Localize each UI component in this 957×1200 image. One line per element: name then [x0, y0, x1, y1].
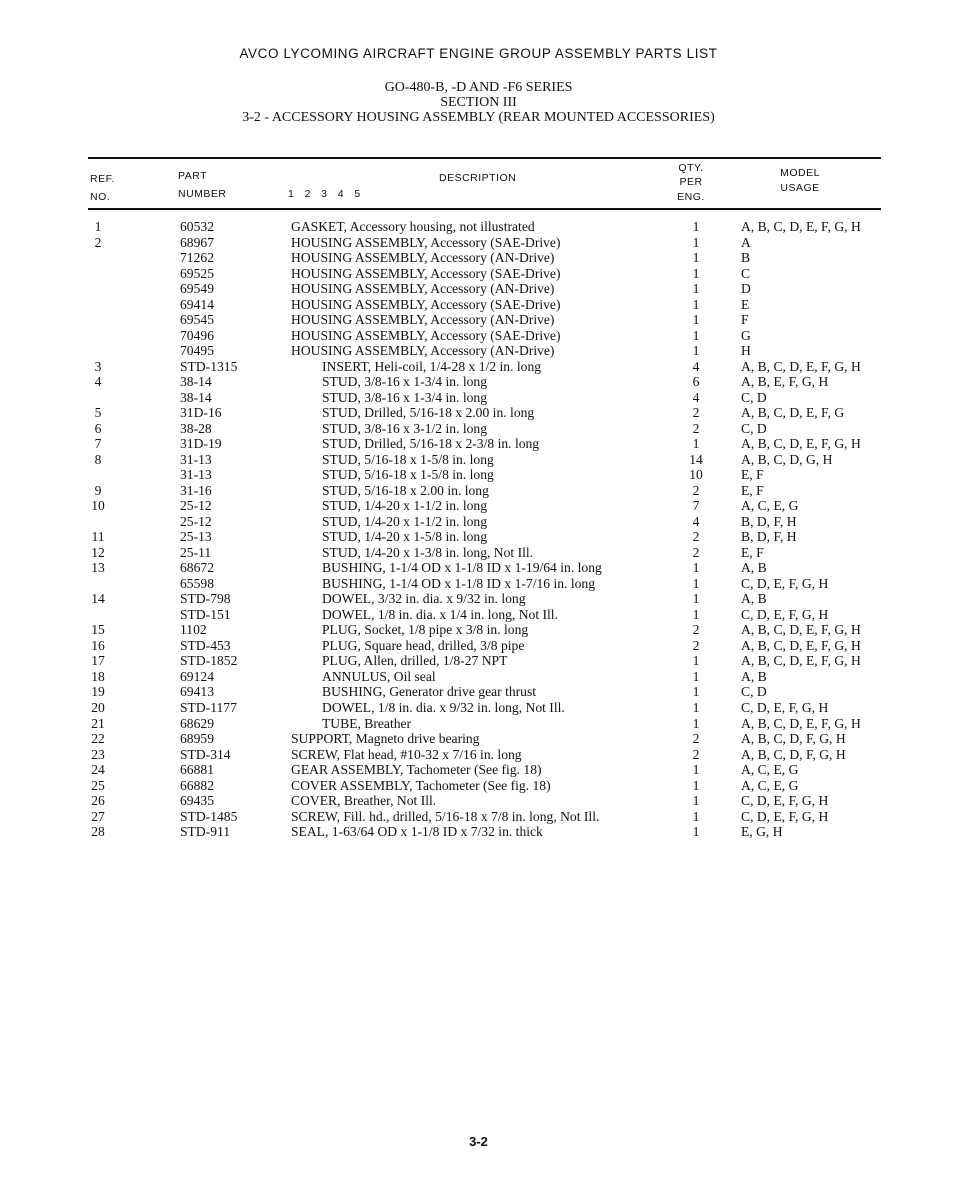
description: HOUSING ASSEMBLY, Accessory (AN-Drive) [291, 343, 555, 359]
qty-per-engine: 1 [692, 296, 700, 312]
description: DOWEL, 1/8 in. dia. x 9/32 in. long, Not Ill. [322, 699, 565, 715]
description: HOUSING ASSEMBLY, Accessory (SAE-Drive) [291, 265, 561, 281]
ref-no: 20 [91, 699, 105, 715]
table-row [0, 436, 957, 452]
table-row [0, 328, 957, 344]
model-usage: E, G, H [741, 824, 783, 840]
table-row [0, 747, 957, 763]
model-usage: C, D, E, F, G, H [741, 699, 829, 715]
ref-no: 26 [91, 793, 105, 809]
description: STUD, 1/4-20 x 1-1/2 in. long [322, 498, 488, 514]
description: PLUG, Square head, drilled, 3/8 pipe [322, 637, 525, 653]
description: STUD, Drilled, 5/16-18 x 2.00 in. long [322, 405, 535, 421]
table-row [0, 576, 957, 592]
model-usage: A, B, C, D, G, H [741, 451, 833, 467]
part-number: 71262 [180, 250, 214, 266]
model-usage: B [741, 250, 751, 266]
qty-per-engine: 2 [692, 405, 700, 421]
part-number: 38-14 [180, 389, 212, 405]
qty-per-engine: 1 [692, 312, 700, 328]
description: STUD, 5/16-18 x 1-5/8 in. long [322, 467, 494, 483]
model-usage: B, D, F, H [741, 513, 797, 529]
model-usage: C, D [741, 420, 767, 436]
part-number: 69525 [180, 265, 214, 281]
qty-per-engine: 1 [692, 699, 700, 715]
model-usage: C, D, E, F, G, H [741, 793, 829, 809]
part-number: STD-453 [180, 637, 231, 653]
description: HOUSING ASSEMBLY, Accessory (AN-Drive) [291, 250, 555, 266]
description: PLUG, Allen, drilled, 1/8-27 NPT [322, 653, 508, 669]
ref-no: 19 [91, 684, 105, 700]
table-row [0, 716, 957, 732]
table-row [0, 591, 957, 607]
table-row [0, 467, 957, 483]
ref-no: 5 [94, 405, 102, 421]
model-usage: A, B [741, 668, 767, 684]
model-usage: A, B, C, D, E, F, G [741, 405, 845, 421]
part-number: 70496 [180, 327, 214, 343]
part-number: 65598 [180, 575, 214, 591]
table-row [0, 219, 957, 235]
model-usage: A, B, C, D, E, F, G, H [741, 622, 861, 638]
table-row [0, 529, 957, 545]
ref-no: 6 [94, 420, 102, 436]
model-usage: A, B, C, D, E, F, G, H [741, 637, 861, 653]
page-number: 3-2 [469, 1134, 488, 1149]
table-row [0, 343, 957, 359]
part-number: STD-1485 [180, 808, 238, 824]
ref-no: 11 [91, 529, 105, 545]
table-row [0, 390, 957, 406]
qty-per-engine: 10 [689, 467, 703, 483]
col-part-header: PART NUMBER [178, 170, 227, 200]
description: INSERT, Heli-coil, 1/4-28 x 1/2 in. long [322, 358, 542, 374]
qty-per-engine: 4 [692, 513, 700, 529]
table-header-rule [88, 208, 881, 210]
table-row [0, 374, 957, 390]
part-number: 25-12 [180, 498, 212, 514]
ref-no: 22 [91, 731, 105, 747]
figure-subtitle: 3-2 - ACCESSORY HOUSING ASSEMBLY (REAR MOUNTED ACCESSORIES) [242, 110, 715, 125]
table-row [0, 483, 957, 499]
qty-per-engine: 1 [692, 265, 700, 281]
qty-per-engine: 1 [692, 606, 700, 622]
table-row [0, 250, 957, 266]
table-row [0, 607, 957, 623]
description: SUPPORT, Magneto drive bearing [291, 731, 480, 747]
qty-per-engine: 1 [692, 684, 700, 700]
description: SCREW, Fill. hd., drilled, 5/16-18 x 7/8 in. long, Not Ill. [291, 808, 600, 824]
model-usage: C, D [741, 684, 767, 700]
table-row [0, 700, 957, 716]
model-usage: A, B [741, 591, 767, 607]
table-row [0, 312, 957, 328]
part-number: 70495 [180, 343, 214, 359]
part-number: 68672 [180, 560, 214, 576]
ref-no: 3 [94, 358, 102, 374]
ref-no: 2 [94, 234, 102, 250]
qty-per-engine: 1 [692, 575, 700, 591]
model-usage: A, B, C, D, F, G, H [741, 746, 846, 762]
table-row [0, 297, 957, 313]
table-row [0, 622, 957, 638]
part-number: 1102 [180, 622, 207, 638]
description: HOUSING ASSEMBLY, Accessory (AN-Drive) [291, 281, 555, 297]
model-usage: C [741, 265, 751, 281]
series-heading: GO-480-B, -D AND -F6 SERIES [384, 80, 573, 95]
part-number: 68967 [180, 234, 214, 250]
description: COVER ASSEMBLY, Tachometer (See fig. 18) [291, 777, 551, 793]
table-row [0, 498, 957, 514]
model-usage: E, F [741, 467, 764, 483]
qty-per-engine: 1 [692, 808, 700, 824]
table-row [0, 793, 957, 809]
table-row [0, 824, 957, 840]
model-usage: A, B, E, F, G, H [741, 374, 829, 390]
description: BUSHING, 1-1/4 OD x 1-1/8 ID x 1-7/16 in. long [322, 575, 595, 591]
part-number: STD-1852 [180, 653, 238, 669]
description: HOUSING ASSEMBLY, Accessory (AN-Drive) [291, 312, 555, 328]
qty-per-engine: 1 [692, 653, 700, 669]
table-row [0, 778, 957, 794]
part-number: 66882 [180, 777, 214, 793]
part-number: 31-16 [180, 482, 212, 498]
table-row [0, 514, 957, 530]
qty-per-engine: 1 [692, 281, 700, 297]
model-usage: A, B, C, D, E, F, G, H [741, 219, 861, 234]
table-row [0, 235, 957, 251]
qty-per-engine: 2 [692, 622, 700, 638]
model-usage: E, F [741, 482, 764, 498]
model-usage: D [741, 281, 751, 297]
col-qty-header: QTY. PER ENG. [677, 162, 705, 203]
part-number: 68629 [180, 715, 214, 731]
part-number: STD-798 [180, 591, 231, 607]
description: SEAL, 1-63/64 OD x 1-1/8 ID x 7/32 in. thick [291, 824, 543, 840]
table-row [0, 421, 957, 437]
model-usage: A, B, C, D, E, F, G, H [741, 653, 861, 669]
part-number: 68959 [180, 731, 214, 747]
table-row [0, 669, 957, 685]
part-number: 69435 [180, 793, 214, 809]
ref-no: 28 [91, 824, 105, 840]
description: STUD, 1/4-20 x 1-3/8 in. long, Not Ill. [322, 544, 534, 560]
col-ref-header: REF. NO. [90, 173, 115, 203]
table-row [0, 266, 957, 282]
table-row [0, 762, 957, 778]
model-usage: G [741, 327, 751, 343]
part-number: 25-13 [180, 529, 212, 545]
qty-per-engine: 1 [692, 715, 700, 731]
model-usage: A [741, 234, 751, 250]
description: ANNULUS, Oil seal [322, 668, 436, 684]
table-row [0, 545, 957, 561]
ref-no: 12 [91, 544, 105, 560]
description: STUD, 3/8-16 x 3-1/2 in. long [322, 420, 488, 436]
section-heading: SECTION III [440, 95, 517, 110]
description: BUSHING, Generator drive gear thrust [322, 684, 537, 700]
part-number: 60532 [180, 219, 214, 234]
document-title: AVCO LYCOMING AIRCRAFT ENGINE GROUP ASSEMBLY PARTS LIST [239, 46, 718, 61]
table-top-rule [88, 157, 881, 159]
description: STUD, 3/8-16 x 1-3/4 in. long [322, 389, 488, 405]
qty-per-engine: 4 [692, 389, 700, 405]
ref-no: 24 [91, 762, 105, 778]
ref-no: 21 [91, 715, 105, 731]
qty-per-engine: 1 [692, 668, 700, 684]
table-row [0, 359, 957, 375]
model-usage: A, C, E, G [741, 777, 799, 793]
ref-no: 23 [91, 746, 105, 762]
description: DOWEL, 1/8 in. dia. x 1/4 in. long, Not Ill. [322, 606, 558, 622]
table-row [0, 638, 957, 654]
part-number: 66881 [180, 762, 214, 778]
col-desc-levels: 1 2 3 4 5 [288, 188, 361, 200]
ref-no: 25 [91, 777, 105, 793]
ref-no: 8 [94, 451, 102, 467]
ref-no: 4 [94, 374, 102, 390]
col-model-header: MODEL USAGE [780, 167, 820, 194]
qty-per-engine: 1 [692, 219, 700, 234]
part-number: 31-13 [180, 467, 212, 483]
qty-per-engine: 2 [692, 482, 700, 498]
part-number: 69545 [180, 312, 214, 328]
model-usage: C, D, E, F, G, H [741, 575, 829, 591]
model-usage: A, C, E, G [741, 762, 799, 778]
ref-no: 18 [91, 668, 105, 684]
model-usage: A, B, C, D, F, G, H [741, 731, 846, 747]
part-number: 69549 [180, 281, 214, 297]
table-row [0, 809, 957, 825]
part-number: 69414 [180, 296, 214, 312]
part-number: 31D-16 [180, 405, 222, 421]
model-usage: E, F [741, 544, 764, 560]
qty-per-engine: 1 [692, 824, 700, 840]
qty-per-engine: 6 [692, 374, 700, 390]
ref-no: 7 [94, 436, 102, 452]
qty-per-engine: 14 [689, 451, 703, 467]
description: TUBE, Breather [322, 715, 412, 731]
model-usage: E [741, 296, 750, 312]
qty-per-engine: 2 [692, 731, 700, 747]
qty-per-engine: 4 [692, 358, 700, 374]
part-number: STD-314 [180, 746, 231, 762]
description: STUD, 5/16-18 x 1-5/8 in. long [322, 451, 494, 467]
model-usage: C, D, E, F, G, H [741, 606, 829, 622]
model-usage: C, D [741, 389, 767, 405]
description: COVER, Breather, Not Ill. [291, 793, 437, 809]
description: STUD, 1/4-20 x 1-5/8 in. long [322, 529, 488, 545]
part-number: STD-1177 [180, 699, 237, 715]
model-usage: H [741, 343, 751, 359]
part-number: 25-11 [180, 544, 212, 560]
table-row [0, 452, 957, 468]
description: SCREW, Flat head, #10-32 x 7/16 in. long [291, 746, 522, 762]
description: STUD, 3/8-16 x 1-3/4 in. long [322, 374, 488, 390]
qty-per-engine: 2 [692, 544, 700, 560]
part-number: 31-13 [180, 451, 212, 467]
qty-per-engine: 1 [692, 777, 700, 793]
model-usage: B, D, F, H [741, 529, 797, 545]
qty-per-engine: 1 [692, 762, 700, 778]
qty-per-engine: 1 [692, 793, 700, 809]
ref-no: 10 [91, 498, 105, 514]
qty-per-engine: 1 [692, 234, 700, 250]
description: BUSHING, 1-1/4 OD x 1-1/8 ID x 1-19/64 in. long [322, 560, 602, 576]
qty-per-engine: 1 [692, 436, 700, 452]
model-usage: A, B, C, D, E, F, G, H [741, 358, 861, 374]
description: HOUSING ASSEMBLY, Accessory (SAE-Drive) [291, 327, 561, 343]
description: HOUSING ASSEMBLY, Accessory (SAE-Drive) [291, 296, 561, 312]
ref-no: 14 [91, 591, 105, 607]
part-number: STD-1315 [180, 358, 238, 374]
model-usage: C, D, E, F, G, H [741, 808, 829, 824]
qty-per-engine: 1 [692, 250, 700, 266]
description: STUD, 5/16-18 x 2.00 in. long [322, 482, 489, 498]
part-number: 38-14 [180, 374, 212, 390]
qty-per-engine: 1 [692, 343, 700, 359]
part-number: 25-12 [180, 513, 212, 529]
part-number: 69124 [180, 668, 214, 684]
col-desc-header: DESCRIPTION [439, 172, 517, 184]
ref-no: 9 [94, 482, 102, 498]
model-usage: A, B, C, D, E, F, G, H [741, 436, 861, 452]
description: GASKET, Accessory housing, not illustrated [291, 219, 535, 234]
ref-no: 16 [91, 637, 105, 653]
table-row [0, 653, 957, 669]
qty-per-engine: 2 [692, 746, 700, 762]
model-usage: A, B, C, D, E, F, G, H [741, 715, 861, 731]
part-number: 38-28 [180, 420, 212, 436]
description: DOWEL, 3/32 in. dia. x 9/32 in. long [322, 591, 526, 607]
qty-per-engine: 7 [692, 498, 700, 514]
qty-per-engine: 1 [692, 591, 700, 607]
part-number: STD-911 [180, 824, 231, 840]
ref-no: 1 [94, 219, 102, 234]
ref-no: 15 [91, 622, 105, 638]
part-number: 31D-19 [180, 436, 222, 452]
table-row [0, 684, 957, 700]
ref-no: 17 [91, 653, 105, 669]
qty-per-engine: 2 [692, 420, 700, 436]
qty-per-engine: 2 [692, 637, 700, 653]
model-usage: A, B [741, 560, 767, 576]
model-usage: A, C, E, G [741, 498, 799, 514]
description: STUD, 1/4-20 x 1-1/2 in. long [322, 513, 488, 529]
ref-no: 13 [91, 560, 105, 576]
description: PLUG, Socket, 1/8 pipe x 3/8 in. long [322, 622, 529, 638]
table-row [0, 560, 957, 576]
part-number: 69413 [180, 684, 214, 700]
description: GEAR ASSEMBLY, Tachometer (See fig. 18) [291, 762, 542, 778]
model-usage: F [741, 312, 749, 328]
description: HOUSING ASSEMBLY, Accessory (SAE-Drive) [291, 234, 561, 250]
qty-per-engine: 1 [692, 560, 700, 576]
parts-table [0, 219, 957, 840]
part-number: STD-151 [180, 606, 231, 622]
table-row [0, 731, 957, 747]
table-row [0, 405, 957, 421]
description: STUD, Drilled, 5/16-18 x 2-3/8 in. long [322, 436, 540, 452]
ref-no: 27 [91, 808, 105, 824]
table-row [0, 281, 957, 297]
qty-per-engine: 1 [692, 327, 700, 343]
qty-per-engine: 2 [692, 529, 700, 545]
